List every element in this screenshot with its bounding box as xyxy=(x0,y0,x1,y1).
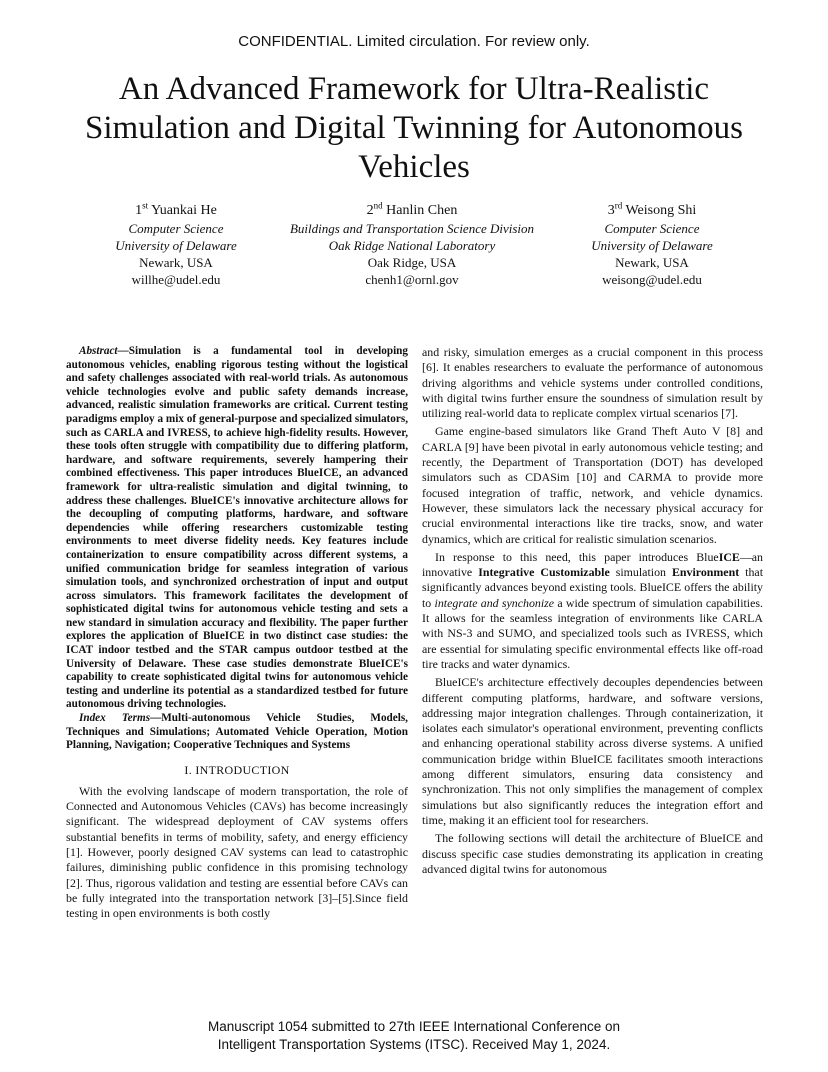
manuscript-footer xyxy=(0,1018,828,1054)
author-ordinal: 2 xyxy=(366,203,374,218)
author-block-2 xyxy=(270,202,554,288)
author-name-text: Hanlin Chen xyxy=(386,203,458,218)
author-block-1 xyxy=(96,202,256,288)
author-location: Oak Ridge, USA xyxy=(367,255,457,270)
author-org: University of Delaware xyxy=(115,238,237,253)
author-name-text: Yuankai He xyxy=(151,203,217,218)
confidential-header: CONFIDENTIAL. Limited circulation. For review only. xyxy=(238,33,590,50)
p3-italic-integrate: integrate and synchonize xyxy=(434,595,555,610)
p3-bold-ice: ICE xyxy=(718,549,740,564)
index-terms xyxy=(66,712,408,753)
p3-text-i: a wide spectrum of simulation capabilities. It allows for the seamless integration of environments like CARLA with NS-3 and SUMO, and specialized tools such as IVRESS, which are essential for simulating specific environmental effects like off-road tire tracks and water dynamics. xyxy=(422,595,763,671)
author-dept: Buildings and Transportation Science Division xyxy=(289,221,535,236)
p3-text-e: simulation xyxy=(609,565,672,580)
abstract xyxy=(66,345,408,712)
author-dept: Computer Science xyxy=(128,221,224,236)
intro-paragraph-1-continued: and risky, simulation emerges as a crucial component in this process [6]. It enables researchers to evaluate the performance of autonomous driving algorithms and vehicle systems under controlled conditions, with digital twins further ensure the soundness of simulation result by utilizing real-world data to replicate complex virtual scenarios [7]. xyxy=(422,345,763,421)
author-email: willhe@udel.edu xyxy=(131,272,221,287)
intro-paragraph-4: BlueICE's architecture effectively decouples dependencies between different computing platforms, hardware, and software versions, addressing major integration challenges. Through containerization, it isolates each simulator's operational environment, preventing conflicts and enhancing operational stability across diverse systems. A unified communication bridge within BlueICE facilitates smooth interactions among different simulators, ensuring data consistency and synchronization. This not only simplifies the management of complex simulations but also significantly reduces the integration effort and time, making it an efficient tool for researchers. xyxy=(422,675,763,827)
index-terms-text: —Multi-autonomous Vehicle Studies, Models, Techniques and Simulations; Automated Vehicle Operation, Motion Planning, Navigation; Cooperative Techniques and Systems xyxy=(66,712,408,752)
right-column xyxy=(422,345,763,880)
paper-title: An Advanced Framework for Ultra-Realistic Simulation and Digital Twinning for Autonomous Vehicles xyxy=(85,71,743,185)
footer-line-2: Intelligent Transportation Systems (ITSC). Received May 1, 2024. xyxy=(217,1037,611,1052)
section-heading-introduction: I. INTRODUCTION xyxy=(184,762,290,777)
author-email: chenh1@ornl.gov xyxy=(365,272,459,287)
p3-text-g: that significantly advances beyond existing tools. BlueICE offers the ability to xyxy=(422,565,764,610)
author-location: Newark, USA xyxy=(615,255,689,270)
author-ordinal-suffix: rd xyxy=(614,200,623,211)
author-org: University of Delaware xyxy=(591,238,713,253)
author-name xyxy=(96,202,256,220)
left-column xyxy=(66,345,408,924)
p3-text-a: In response to this need, this paper introduces Blue xyxy=(435,549,719,564)
p3-text-c: —an innovative xyxy=(422,549,763,580)
author-org: Oak Ridge National Laboratory xyxy=(328,238,496,253)
author-ordinal: 1 xyxy=(135,203,143,218)
index-terms-label: Index Terms xyxy=(79,712,151,725)
p3-bold-integrative: Integrative Customizable xyxy=(478,565,610,580)
author-name xyxy=(270,202,554,220)
author-email: weisong@udel.edu xyxy=(602,272,702,287)
author-ordinal: 3 xyxy=(607,203,615,218)
footer-line-1: Manuscript 1054 submitted to 27th IEEE International Conference on xyxy=(207,1019,620,1034)
abstract-label: Abstract xyxy=(79,345,118,357)
intro-paragraph-1: With the evolving landscape of modern transportation, the role of Connected and Autonomous Vehicles (CAVs) has become increasingly significant. The widespread deployment of CAV systems offers substantial benefits in terms of mobility, safety, and energy efficiency [1]. However, poorly designed CAV systems can lead to catastrophic failures, diminishing public confidence in this promising technology [2]. Thus, rigorous validation and testing are essential before CAVs can be fully integrated into the transportation network [3]–[5].Since field testing in open environments is both costly xyxy=(66,783,408,921)
author-name xyxy=(572,202,732,220)
author-ordinal-suffix: st xyxy=(142,200,149,211)
author-dept: Computer Science xyxy=(604,221,700,236)
author-name-text: Weisong Shi xyxy=(625,203,697,218)
intro-paragraph-2: Game engine-based simulators like Grand Theft Auto V [8] and CARLA [9] have been pivotal in early autonomous vehicle testing; and recently, the Department of Transportation (DOT) has developed simulators such as CDASim [10] and CARMA to provide more focused integration of traffic, network, and vehicle dynamics. However, these simulators lack the necessary physical accuracy for crucial environmental interactions like tire tracks, snow, and water dynamics, which are critical for realistic simulation scenarios. xyxy=(422,424,763,546)
intro-paragraph-5: The following sections will detail the architecture of BlueICE and discuss specific case studies demonstrating its application in creating advanced digital twins for autonomous xyxy=(422,831,763,876)
author-ordinal-suffix: nd xyxy=(373,200,383,211)
intro-paragraph-3 xyxy=(422,550,763,672)
author-location: Newark, USA xyxy=(139,255,213,270)
abstract-text: —Simulation is a fundamental tool in developing autonomous vehicles, enabling rigorous testing without the logistical and safety challenges associated with real-world trials. As autonomous vehicle technologies evolve and public safety demands increase, advanced, realistic simulation frameworks are critical. Current testing paradigms employ a mix of general-purpose and specialized simulators, such as CARLA and IVRESS, to achieve high-fidelity results. However, these tools often struggle with compatibility due to differing platform, hardware, and software requirements, severely hampering their combined effectiveness. This paper introduces BlueICE, an advanced framework for ultra-realistic simulation and digital twinning, to address these challenges. BlueICE's innovative architecture allows for the decoupling of computing platforms, hardware, and software dependencies while offering researchers customizable testing environments to meet diverse fidelity needs. Key features include containerization to ensure compatibility across different systems, a unified communication bridge for seamless integration of various simulation tools, and synchronized orchestration of input and output across simulators. This framework facilitates the development of sophisticated digital twins for autonomous vehicle testing and sets a new standard in simulation accuracy and flexibility. The paper further explores the application of BlueICE in two distinct case studies: the ICAT indoor testbed and the STAR campus outdoor testbed at the University of Delaware. These case studies demonstrate BlueICE's capability to create sophisticated digital twins for autonomous vehicle testing and underline its potential as a standardized testbed for future autonomous driving technologies. xyxy=(66,345,408,711)
p3-bold-environment: Environment xyxy=(671,565,740,580)
author-block-3 xyxy=(572,202,732,288)
